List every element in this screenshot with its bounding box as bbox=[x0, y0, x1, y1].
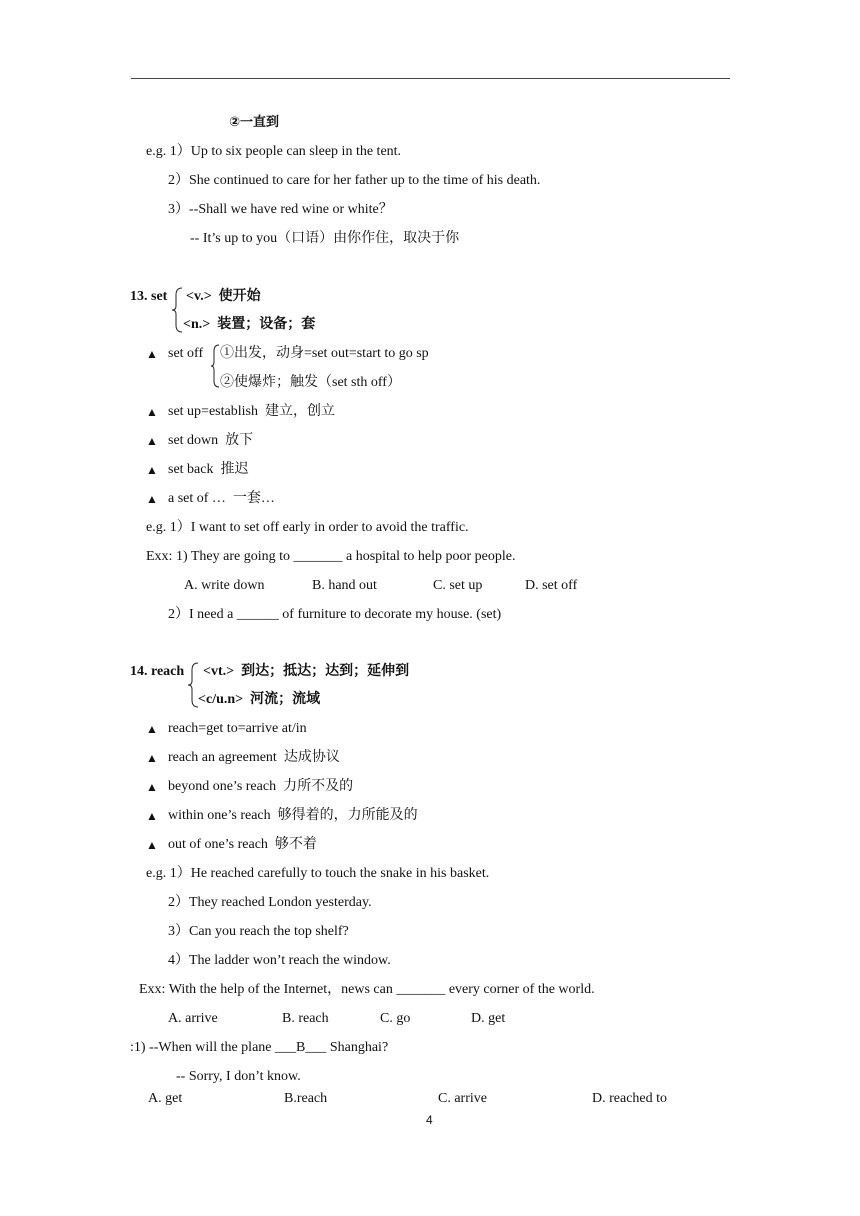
exercise-answer-line: -- Sorry, I don’t know. bbox=[176, 1069, 301, 1084]
bullet-triangle-icon: ▲ bbox=[146, 434, 158, 448]
option: D. get bbox=[471, 1011, 506, 1026]
phrase-meaning: ①出发，动身=set out=start to go sp bbox=[220, 346, 429, 361]
phrase-label: set off bbox=[168, 346, 204, 361]
example-sentence: e.g. 1）I want to set off early in order to avoid the traffic. bbox=[146, 520, 469, 535]
bullet-triangle-icon: ▲ bbox=[146, 780, 158, 794]
bullet-triangle-icon: ▲ bbox=[146, 809, 158, 823]
page-number: 4 bbox=[426, 1113, 433, 1127]
bullet-triangle-icon: ▲ bbox=[146, 838, 158, 852]
phrase-item: set down 放下 bbox=[168, 433, 254, 448]
bullet-triangle-icon: ▲ bbox=[146, 492, 158, 506]
phrase-item: out of one’s reach 够不着 bbox=[168, 837, 317, 852]
option: B.reach bbox=[284, 1091, 328, 1106]
option: C. arrive bbox=[438, 1091, 487, 1106]
bullet-triangle-icon: ▲ bbox=[146, 347, 158, 361]
entry-title-reach: 14. reach bbox=[130, 664, 185, 679]
bullet-triangle-icon: ▲ bbox=[146, 463, 158, 477]
phrase-item: beyond one’s reach 力所不及的 bbox=[168, 779, 354, 794]
example-sentence: 2）They reached London yesterday. bbox=[168, 895, 372, 910]
example-sentence: 3）--Shall we have red wine or white？ bbox=[168, 202, 393, 217]
exercise-question: 2）I need a ______ of furniture to decorate my house. (set) bbox=[168, 607, 502, 622]
example-sentence: e.g. 1）He reached carefully to touch the snake in his basket. bbox=[146, 866, 490, 881]
pos-noun: <n.> 装置；设备；套 bbox=[183, 317, 316, 332]
option: C. set up bbox=[433, 578, 483, 593]
phrase-item: within one’s reach 够得着的，力所能及的 bbox=[168, 808, 418, 823]
phrase-item: set back 推迟 bbox=[168, 462, 249, 477]
example-sentence: -- It’s up to you（口语）由你作住，取决于你 bbox=[190, 231, 460, 246]
example-sentence: 3）Can you reach the top shelf? bbox=[168, 924, 349, 939]
brace-icon bbox=[210, 344, 220, 388]
phrase-item: reach=get to=arrive at/in bbox=[168, 721, 307, 736]
option: D. set off bbox=[525, 578, 578, 593]
bullet-triangle-icon: ▲ bbox=[146, 405, 158, 419]
phrase-item: set up=establish 建立，创立 bbox=[168, 404, 335, 419]
phrase-item: a set of … 一套… bbox=[168, 491, 275, 506]
sense-heading: ②一直到 bbox=[229, 115, 280, 130]
example-sentence: 4）The ladder won’t reach the window. bbox=[168, 953, 391, 968]
phrase-meaning: ②使爆炸；触发（set sth off） bbox=[220, 375, 401, 390]
option: A. get bbox=[148, 1091, 183, 1106]
pos-verb: <vt.> 到达；抵达；达到；延伸到 bbox=[203, 664, 410, 679]
bullet-triangle-icon: ▲ bbox=[146, 722, 158, 736]
pos-verb: <v.> 使开始 bbox=[186, 289, 261, 304]
example-sentence: 2）She continued to care for her father up to the time of his death. bbox=[168, 173, 541, 188]
option: D. reached to bbox=[592, 1091, 668, 1106]
option: C. go bbox=[380, 1011, 411, 1026]
option: B. reach bbox=[282, 1011, 329, 1026]
pos-noun: <c/u.n> 河流；流域 bbox=[198, 692, 321, 707]
phrase-item: reach an agreement 达成协议 bbox=[168, 750, 340, 765]
option: A. write down bbox=[184, 578, 265, 593]
exercise-question: Exx: 1) They are going to _______ a hospital to help poor people. bbox=[146, 549, 516, 564]
entry-title-set: 13. set bbox=[130, 289, 168, 304]
option: A. arrive bbox=[168, 1011, 218, 1026]
brace-icon bbox=[171, 287, 183, 333]
option: B. hand out bbox=[312, 578, 377, 593]
example-sentence: e.g. 1）Up to six people can sleep in the tent. bbox=[146, 144, 402, 159]
exercise-question: Exx: With the help of the Internet，news can _______ every corner of the world. bbox=[139, 982, 595, 997]
header-rule bbox=[131, 78, 730, 79]
bullet-triangle-icon: ▲ bbox=[146, 751, 158, 765]
exercise-question: :1) --When will the plane ___B___ Shanghai? bbox=[130, 1040, 389, 1055]
